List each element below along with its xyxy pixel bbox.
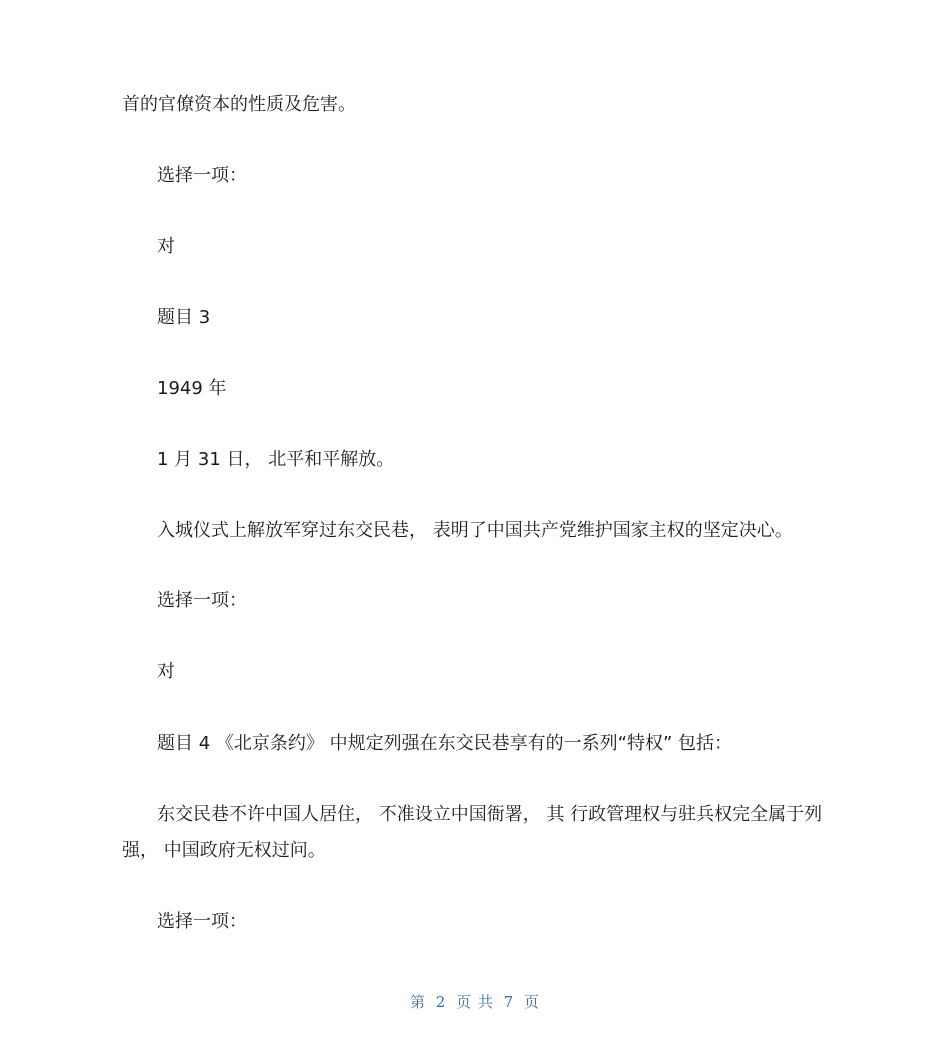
choice-prompt: 选择一项：	[157, 590, 247, 611]
total-page-count: 7	[503, 993, 515, 1011]
footer-suffix: 页	[524, 993, 541, 1011]
paragraph-continuation: 首的官僚资本的性质及危害。	[122, 94, 356, 115]
choice-prompt: 选择一项：	[157, 165, 247, 186]
question-text: 东交民巷不许中国人居住， 不准设立中国衙署， 其 行政管理权与驻兵权完全属于列	[157, 804, 823, 825]
question-text: 强， 中国政府无权过问。	[122, 840, 326, 861]
current-page-number: 2	[435, 993, 447, 1011]
answer-text: 对	[157, 661, 175, 682]
question-heading: 题目 4 《北京条约》 中规定列强在东交民巷享有的一系列“特权” 包括：	[157, 733, 732, 754]
choice-prompt: 选择一项：	[157, 911, 247, 932]
answer-text: 对	[157, 236, 175, 257]
question-text: 1 月 31 日， 北平和平解放。	[157, 449, 395, 470]
footer-prefix: 第	[409, 993, 426, 1011]
question-text: 入城仪式上解放军穿过东交民巷， 表明了中国共产党维护国家主权的坚定决心。	[157, 520, 793, 541]
footer-middle: 页 共	[456, 993, 494, 1011]
question-text: 1949 年	[157, 378, 227, 399]
page-number-footer	[0, 990, 950, 1014]
question-heading: 题目 3	[157, 307, 211, 328]
